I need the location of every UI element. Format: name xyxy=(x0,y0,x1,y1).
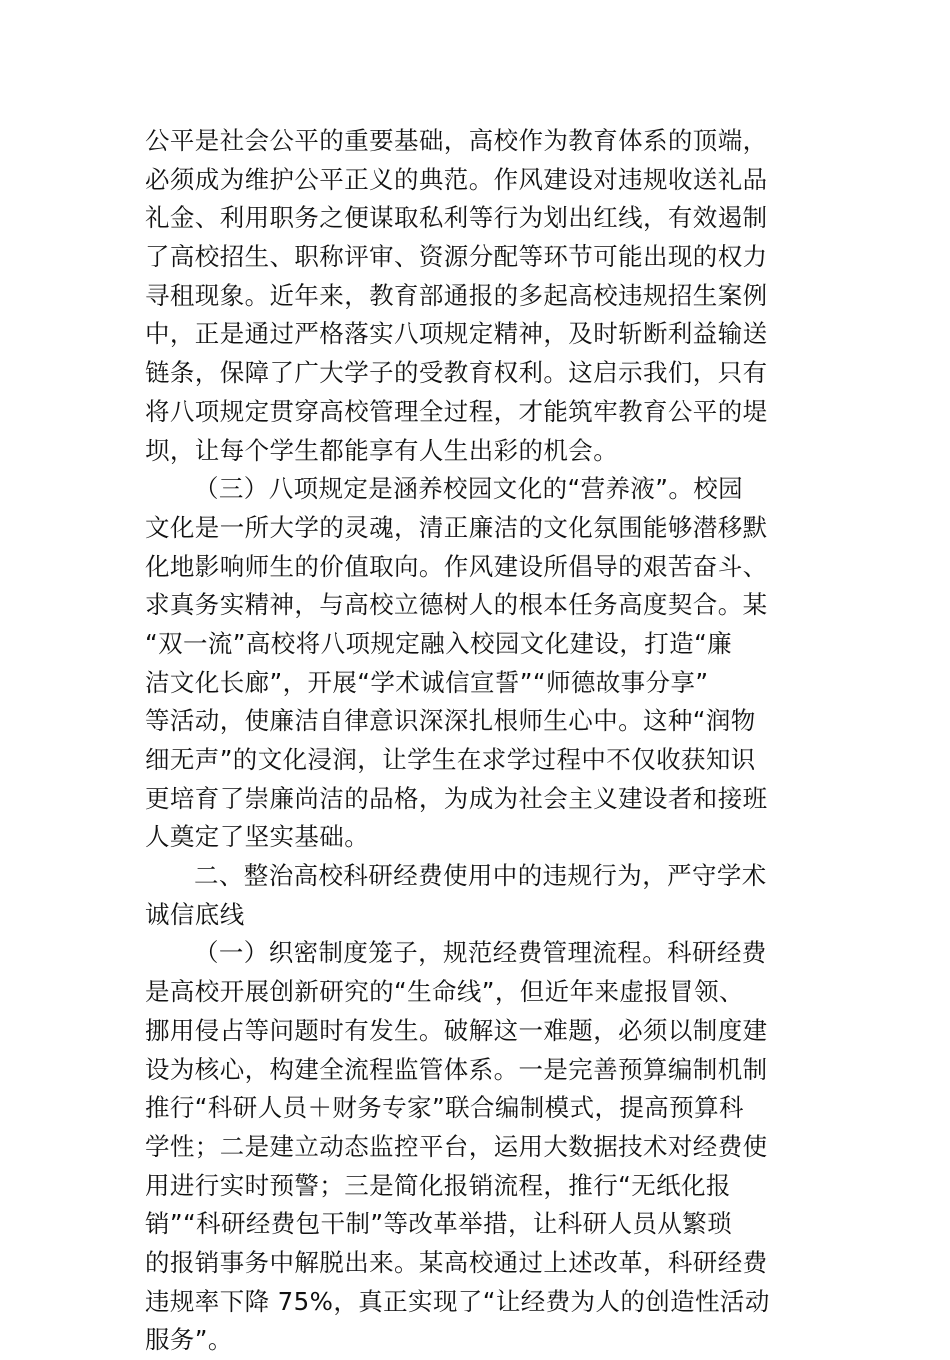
text-line: 礼金、利用职务之便谋取私利等行为划出红线，有效遏制 xyxy=(145,203,768,233)
text-line: （一）织密制度笼子，规范经费管理流程。科研经费 xyxy=(194,938,767,968)
text-line: 等活动，使廉洁自律意识深深扎根师生心中。这种“润物 xyxy=(145,706,756,736)
text-line: 文化是一所大学的灵魂，清正廉洁的文化氛围能够潜移默 xyxy=(145,512,768,542)
text-line: “双一流”高校将八项规定融入校园文化建设，打造“廉 xyxy=(145,628,733,658)
text-line: （三）八项规定是涵养校园文化的“营养液”。校园 xyxy=(194,474,744,504)
text-line: 诚信底线 xyxy=(145,899,245,929)
text-line: 销”“科研经费包干制”等改革举措，让科研人员从繁琐 xyxy=(145,1209,733,1239)
text-line: 细无声”的文化浸润，让学生在求学过程中不仅收获知识 xyxy=(145,745,756,774)
text-line: 推行“科研人员＋财务专家”联合编制模式，提高预算科 xyxy=(145,1093,744,1123)
text-line: 人奠定了坚实基础。 xyxy=(145,822,370,852)
text-line: 设为核心，构建全流程监管体系。一是完善预算编制机制 xyxy=(145,1054,768,1084)
text-line: 寻租现象。近年来，教育部通报的多起高校违规招生案例 xyxy=(145,280,768,310)
text-line: 中，正是通过严格落实八项规定精神，及时斩断利益输送 xyxy=(145,319,768,349)
text-line: 坝，让每个学生都能享有人生出彩的机会。 xyxy=(145,435,619,465)
text-line: 链条，保障了广大学子的受教育权利。这启示我们，只有 xyxy=(145,358,768,388)
document-body xyxy=(145,122,810,1360)
text-line: 了高校招生、职称评审、资源分配等环节可能出现的权力 xyxy=(145,242,768,272)
text-line: 更培育了崇廉尚洁的品格，为成为社会主义建设者和接班 xyxy=(145,783,768,813)
text-line: 挪用侵占等问题时有发生。破解这一难题，必须以制度建 xyxy=(145,1015,768,1045)
text-line: 公平是社会公平的重要基础，高校作为教育体系的顶端， xyxy=(145,126,768,155)
text-line: 是高校开展创新研究的“生命线”，但近年来虚报冒领、 xyxy=(145,977,744,1007)
text-line: 必须成为维护公平正义的典范。作风建设对违规收送礼品 xyxy=(145,164,768,194)
text-line: 的报销事务中解脱出来。某高校通过上述改革，科研经费 xyxy=(145,1247,768,1277)
text-line: 洁文化长廊”，开展“学术诚信宣誓”“师德故事分享” xyxy=(145,667,709,697)
text-line: 化地影响师生的价值取向。作风建设所倡导的艰苦奋斗、 xyxy=(145,551,768,581)
text-line: 二、整治高校科研经费使用中的违规行为，严守学术 xyxy=(194,861,767,891)
text-line: 求真务实精神，与高校立德树人的根本任务高度契合。某 xyxy=(145,590,768,620)
text-line: 学性；二是建立动态监控平台，运用大数据技术对经费使 xyxy=(145,1131,768,1161)
text-line: 用进行实时预警；三是简化报销流程，推行“无纸化报 xyxy=(145,1170,731,1200)
text-line: 违规率下降 75%，真正实现了“让经费为人的创造性活动 xyxy=(145,1286,770,1316)
text-line: 服务”。 xyxy=(145,1325,233,1355)
text-line: 将八项规定贯穿高校管理全过程，才能筑牢教育公平的堤 xyxy=(145,396,768,426)
